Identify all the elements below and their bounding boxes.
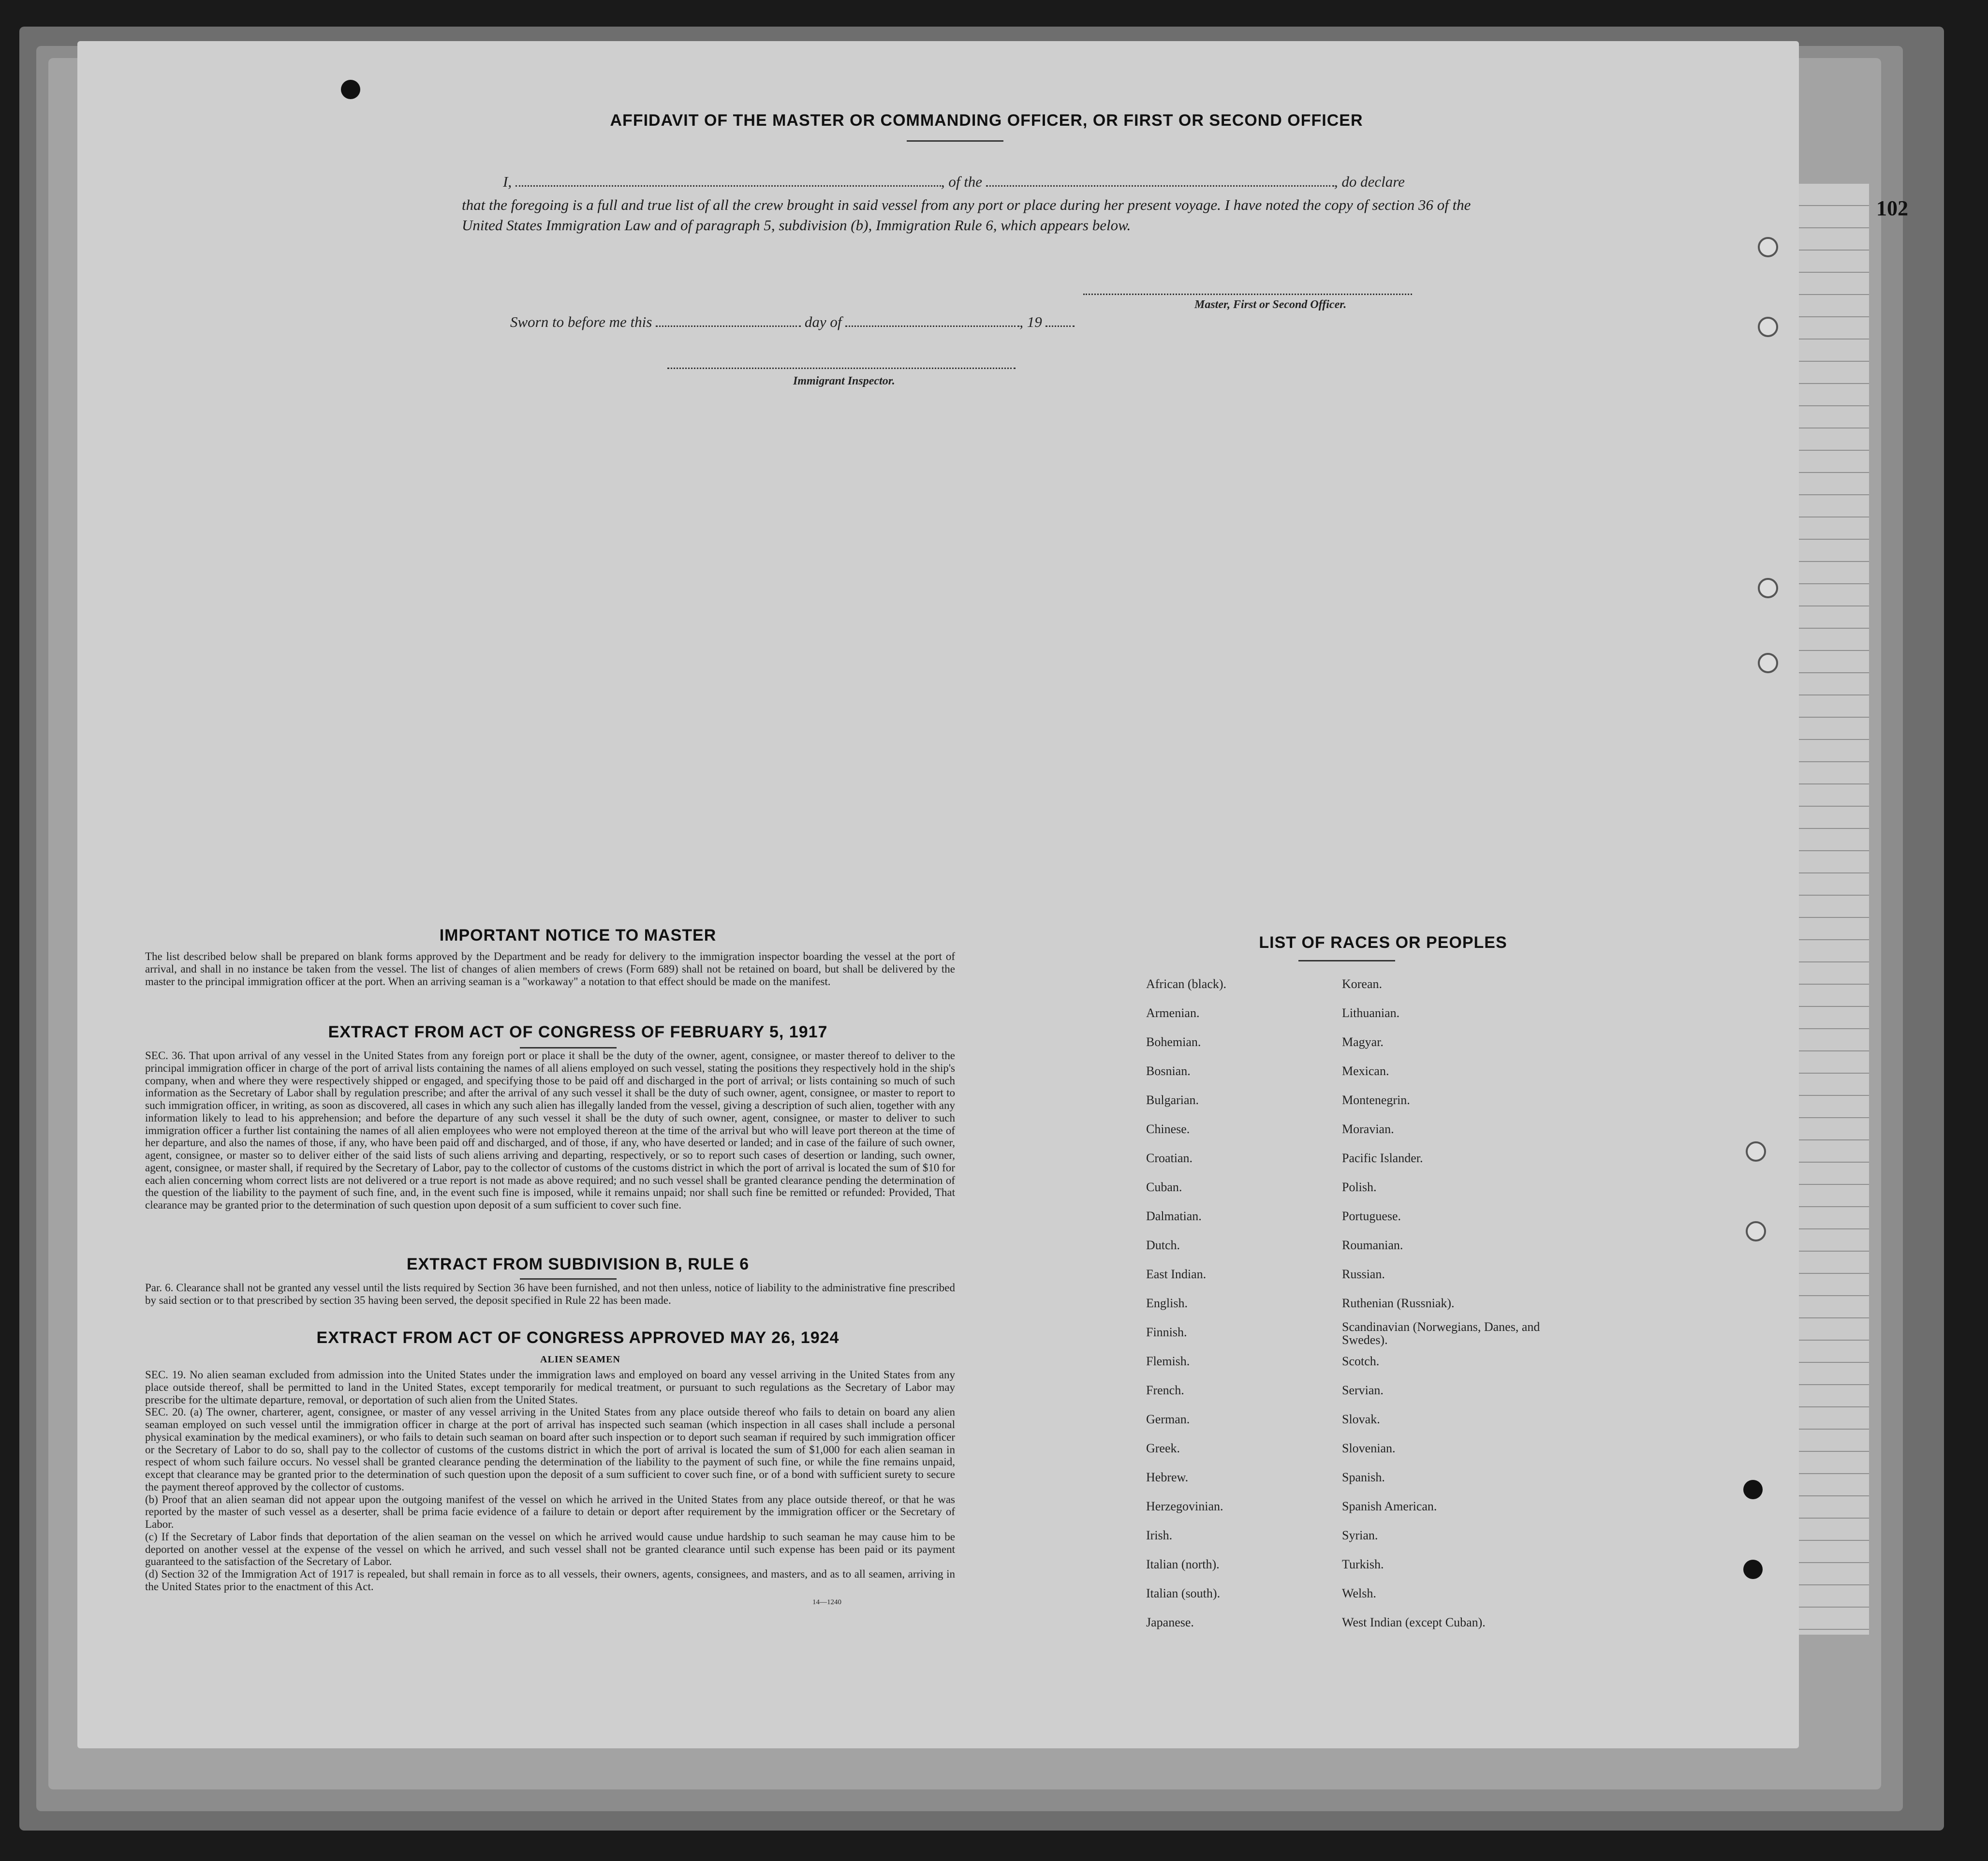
race-item: Slovak. bbox=[1342, 1412, 1380, 1426]
race-item: German. bbox=[1146, 1412, 1190, 1426]
race-item: Irish. bbox=[1146, 1528, 1173, 1542]
race-item: Italian (north). bbox=[1146, 1557, 1220, 1571]
race-item: Servian. bbox=[1342, 1383, 1384, 1397]
race-item: Portuguese. bbox=[1342, 1209, 1401, 1223]
punch-hole bbox=[1743, 1560, 1763, 1579]
race-item: Greek. bbox=[1146, 1441, 1180, 1455]
sec-19: SEC. 19. No alien seaman excluded from admission into the United States under the immigration laws and employed on board any vessel arriving in the United States from any place outside thereof, shall be permitted to land in the United States, except temporarily for medical treatment, or pursuant to such regulations as the Secretary of Labor may prescribe for the ultimate departure, removal, or deportation of such alien from the United States. bbox=[145, 1369, 955, 1406]
sworn-day-of: day of bbox=[804, 313, 842, 330]
race-item: French. bbox=[1146, 1383, 1184, 1397]
affidavit-title: AFFIDAVIT OF THE MASTER OR COMMANDING OFFICER, OR FIRST OR SECOND OFFICER bbox=[610, 111, 1363, 130]
form-code: 14—1240 bbox=[812, 1598, 841, 1606]
race-item: Welsh. bbox=[1342, 1586, 1376, 1600]
master-caption: Master, First or Second Officer. bbox=[1194, 298, 1347, 311]
affidavit-body: that the foregoing is a full and true list of all the crew brought in said vessel from any port or place during her present voyage. I have noted the copy of section 36 of the United States Immigration Law and of paragraph 5, subdivision (b), Immigration Rule 6, which appears below. bbox=[462, 196, 1471, 234]
rule-6-body: Par. 6. Clearance shall not be granted any vessel until the lists required by Section 36 have been furnished, and not then unless, notice of liability to the administrative fine prescribed by said section or to that prescribed by section 35 having been served, the deposit specified in Rule 22 has been made. bbox=[145, 1282, 955, 1306]
race-item: East Indian. bbox=[1146, 1267, 1207, 1281]
extract-1924-body bbox=[145, 1369, 955, 1593]
race-item: Lithuanian. bbox=[1342, 1006, 1400, 1020]
sec-20a: SEC. 20. (a) The owner, charterer, agent, consignee, or master of any vessel arriving in the United States from any place outside thereof who fails to detain on board any alien seaman employed on such vessel until the immigration officer in charge at the port of arrival has inspected such seaman (which inspection in all cases shall include a personal physical examination by the medical examiners), or who fails to detain such seaman on board after such inspection or to deport such seaman if required by such immigration officer or the Secretary of Labor to do so, shall pay to the collector of customs of the customs district in which the port of arrival is located the sum of $1,000 for each alien seaman in respect of whom such failure occurs. No vessel shall be granted clearance pending the determination of the liability to the payment of such fine, or while the fine remains unpaid, except that clearance may be granted prior to the determination of such question upon the deposit of a sum sufficient to cover such fine, or of a bond with sufficient surety to secure the payment thereof approved by the collector of customs. bbox=[145, 1406, 955, 1493]
notice-body: The list described below shall be prepared on blank forms approved by the Department and be ready for delivery to the immigration inspector boarding the vessel at the port of arrival, and shall in no instance be taken from the vessel. The list of changes of alien members of crews (Form 689) shall not be retained on board, but shall be delivered by the master to the principal immigration officer at the port. When an arriving seaman is a "workaway" a notation to that effect should be made on the manifest. bbox=[145, 950, 955, 988]
master-signature-line[interactable] bbox=[1083, 294, 1412, 295]
race-item: Dutch. bbox=[1146, 1238, 1180, 1252]
race-item: Montenegrin. bbox=[1342, 1093, 1410, 1107]
sworn-year-blank[interactable] bbox=[1046, 312, 1075, 327]
race-item: Cuban. bbox=[1146, 1180, 1182, 1194]
race-item: West Indian (except Cuban). bbox=[1342, 1615, 1486, 1629]
sec-20c: (c) If the Secretary of Labor finds that deportation of the alien seaman on the vessel on which he arrived would cause undue hardship to such seaman he may cause him to be deported on another vessel at the expense of the vessel on which he arrived, and such vessel shall not be granted clearance until such expense has been paid or its payment guaranteed to the satisfaction of the Secretary of Labor. bbox=[145, 1530, 955, 1568]
binder-ring bbox=[1758, 578, 1778, 598]
race-item: Korean. bbox=[1342, 977, 1383, 991]
race-item: Chinese. bbox=[1146, 1122, 1190, 1136]
race-item: Spanish American. bbox=[1342, 1499, 1437, 1513]
sec-20b: (b) Proof that an alien seaman did not appear upon the outgoing manifest of the vessel on which he arrived in the United States from any place outside thereof, or that he was reported by the master of such vessel as a deserter, shall be prima facie evidence of a failure to detain or deport after requirement by the immigration officer or the Secretary of Labor. bbox=[145, 1493, 955, 1530]
notice-title: IMPORTANT NOTICE TO MASTER bbox=[439, 926, 717, 945]
section-rule bbox=[520, 1278, 617, 1280]
race-item: Roumanian. bbox=[1342, 1238, 1403, 1252]
binder-ring bbox=[1746, 1141, 1766, 1162]
affidavit-do-declare: , do declare bbox=[1334, 173, 1405, 190]
race-item: Slovenian. bbox=[1342, 1441, 1396, 1455]
sworn-year-prefix: , 19 bbox=[1019, 313, 1042, 330]
extract-1917-body: SEC. 36. That upon arrival of any vessel in the United States from any foreign port or place it shall be the duty of the owner, agent, consignee, or master thereof to deliver to the principal immigration officer in charge of the port of arrival lists containing the names of all aliens employed on such vessel, stating the positions they respectively hold in the ship's company, when and where they were respectively shipped or engaged, and specifying those to be paid off and discharged in the port of arrival; or lists containing so much of such information as the Secretary of Labor shall by regulation prescribe; and after the arrival of any such vessel it shall be the duty of such owner, agent, consignee, or master to report to such immigration officer, in writing, as soon as discovered, all cases in which any such alien has illegally landed from the vessel, giving a description of such alien, together with any information likely to lead to his apprehension; and before the departure of any such vessel it shall be the duty of such owner, agent, consignee, or master to deliver to such immigration officer a further list containing the names of all alien employees who were not employed thereon at the time of the arrival but who will leave port thereon at the time of her departure, and also the names of those, if any, who have been paid off and discharged, and of those, if any, who have deserted or landed; and in case of the failure of such owner, agent, consignee, or master so to deliver either of the said lists of such aliens arriving and departing, respectively, or so to report such cases of desertion or landing, such owner, agent, consignee, or master shall, if required by the Secretary of Labor, pay to the collector of customs of the customs district in which the port of arrival is located the sum of $10 for each alien concerning whom correct lists are not delivered or a true report is not made as above required; and no such vessel shall be granted clearance pending the determination of the question of the liability to the payment of such fine, and, in the event such fine is imposed, while it remains unpaid; nor shall such fine be remitted or refunded: Provided, That clearance may be granted prior to the determination of such question upon deposit of a sum sufficient to cover such fine. bbox=[145, 1049, 955, 1211]
binder-ring bbox=[1758, 237, 1778, 257]
sworn-day-blank[interactable] bbox=[656, 312, 801, 327]
race-item: Mexican. bbox=[1342, 1064, 1389, 1078]
name-blank[interactable] bbox=[515, 172, 941, 187]
race-item: Scotch. bbox=[1342, 1354, 1380, 1368]
race-item: African (black). bbox=[1146, 977, 1227, 991]
section-rule bbox=[1298, 960, 1395, 961]
race-item: Bulgarian. bbox=[1146, 1093, 1199, 1107]
race-item: Bohemian. bbox=[1146, 1035, 1201, 1049]
page-number: 102 bbox=[1876, 196, 1908, 220]
race-item: Bosnian. bbox=[1146, 1064, 1191, 1078]
extract-1917-title: EXTRACT FROM ACT OF CONGRESS OF FEBRUARY 5, 1917 bbox=[328, 1023, 828, 1041]
race-item: Flemish. bbox=[1146, 1354, 1190, 1368]
title-rule bbox=[907, 140, 1003, 142]
binder-ring bbox=[1758, 317, 1778, 337]
rule-6-title: EXTRACT FROM SUBDIVISION B, RULE 6 bbox=[406, 1255, 750, 1273]
race-item: Armenian. bbox=[1146, 1006, 1200, 1020]
inspector-signature-line[interactable] bbox=[667, 368, 1016, 369]
lined-page-edge bbox=[1799, 184, 1869, 1635]
race-item: Scandinavian (Norwegians, Danes, and Swedes). bbox=[1342, 1320, 1540, 1347]
vessel-blank[interactable] bbox=[986, 172, 1334, 187]
binder-ring bbox=[1758, 653, 1778, 673]
affidavit-of-the: , of the bbox=[941, 173, 983, 190]
sworn-text: Sworn to before me this bbox=[510, 313, 652, 330]
inspector-caption: Immigrant Inspector. bbox=[793, 375, 895, 387]
races-title: LIST OF RACES OR PEOPLES bbox=[1259, 933, 1507, 952]
section-rule bbox=[520, 1047, 617, 1049]
race-item: Finnish. bbox=[1146, 1325, 1187, 1339]
punch-hole bbox=[1743, 1480, 1763, 1499]
race-item: Polish. bbox=[1342, 1180, 1377, 1194]
race-item: Japanese. bbox=[1146, 1615, 1194, 1629]
race-item: Russian. bbox=[1342, 1267, 1385, 1281]
race-item: English. bbox=[1146, 1296, 1188, 1310]
sworn-month-blank[interactable] bbox=[845, 312, 1019, 327]
affidavit-i: I, bbox=[503, 173, 512, 190]
race-item: Dalmatian. bbox=[1146, 1209, 1202, 1223]
race-item: Turkish. bbox=[1342, 1557, 1384, 1571]
race-item: Ruthenian (Russniak). bbox=[1342, 1296, 1455, 1310]
alien-seamen-subtitle: ALIEN SEAMEN bbox=[540, 1354, 620, 1365]
race-item: Pacific Islander. bbox=[1342, 1151, 1423, 1165]
race-item: Moravian. bbox=[1342, 1122, 1394, 1136]
manifest-sheet bbox=[77, 41, 1799, 1748]
race-item: Spanish. bbox=[1342, 1470, 1385, 1484]
race-item: Italian (south). bbox=[1146, 1586, 1221, 1600]
race-item: Syrian. bbox=[1342, 1528, 1378, 1542]
affidavit-line-1 bbox=[503, 172, 1405, 191]
race-item: Croatian. bbox=[1146, 1151, 1193, 1165]
race-item: Herzegovinian. bbox=[1146, 1499, 1223, 1513]
race-item: Hebrew. bbox=[1146, 1470, 1189, 1484]
punch-hole bbox=[341, 80, 360, 99]
sworn-line bbox=[510, 312, 1075, 331]
extract-1924-title: EXTRACT FROM ACT OF CONGRESS APPROVED MAY 26, 1924 bbox=[316, 1329, 839, 1347]
sec-20d: (d) Section 32 of the Immigration Act of 1917 is repealed, but shall remain in force as to all vessels, their owners, agents, consignees, and masters, and as to all seamen, arriving in the United States prior to the enactment of this Act. bbox=[145, 1568, 955, 1593]
race-item: Magyar. bbox=[1342, 1035, 1384, 1049]
binder-ring bbox=[1746, 1221, 1766, 1241]
